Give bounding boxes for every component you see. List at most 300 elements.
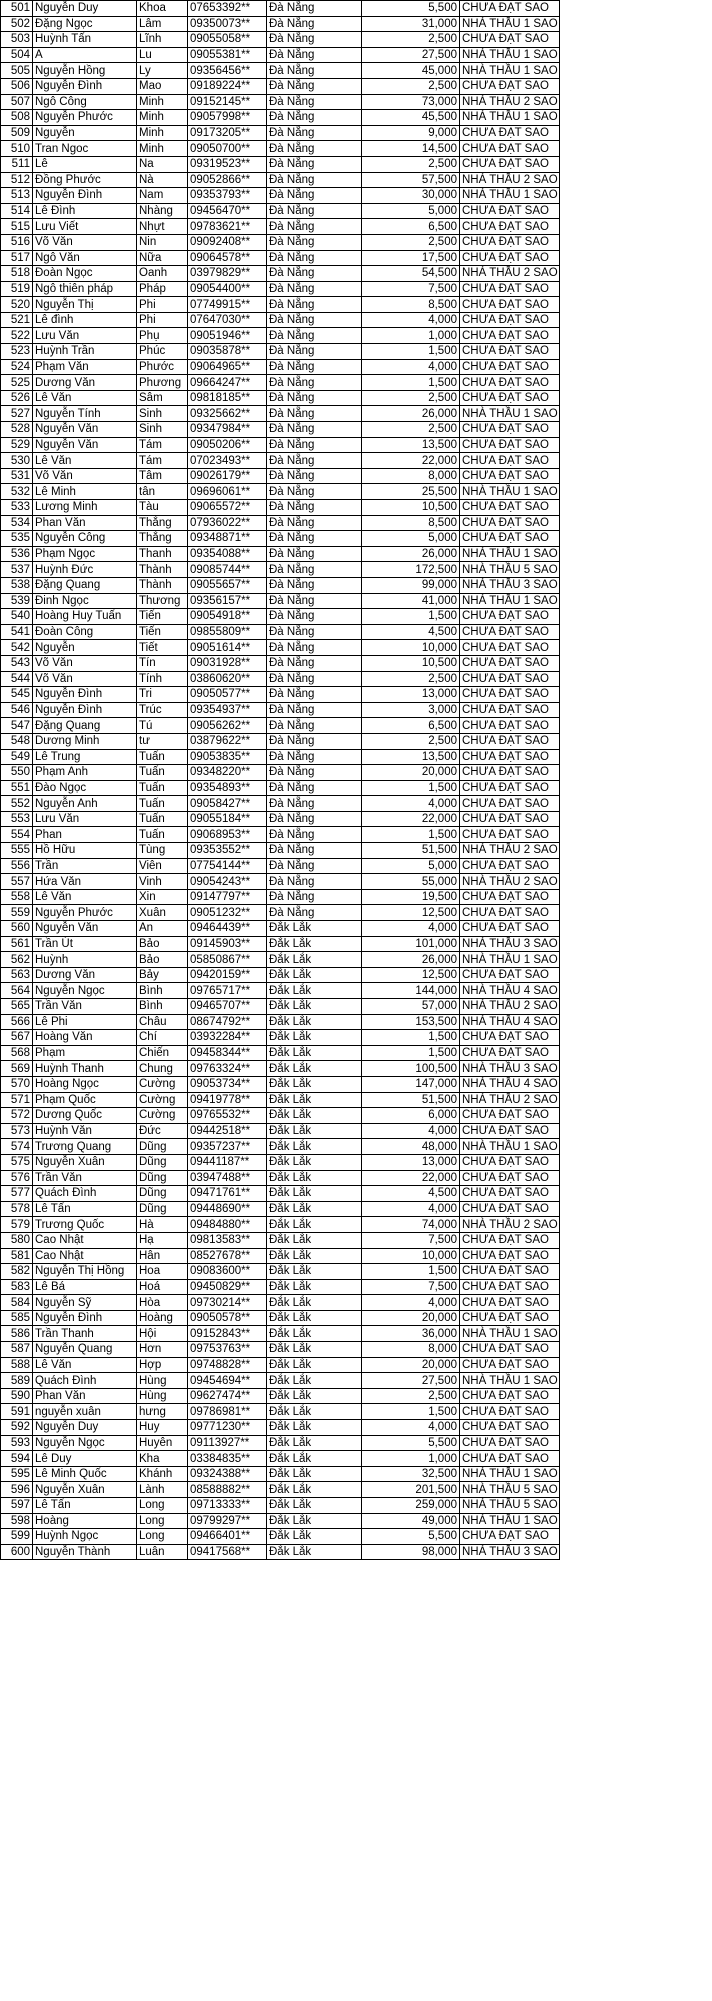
row-number-cell: 558: [1, 889, 33, 905]
surname-cell: Huỳnh: [33, 952, 137, 968]
row-number-cell: 572: [1, 1108, 33, 1124]
surname-cell: Nguyễn Thị: [33, 297, 137, 313]
province-cell: Đắk Lắk: [267, 1435, 362, 1451]
table-row: [1, 1544, 560, 1560]
surname-cell: Lê Văn: [33, 889, 137, 905]
amount-cell: 73,000: [362, 94, 460, 110]
given-name-cell: Dũng: [137, 1170, 188, 1186]
province-cell: Đắk Lắk: [267, 1092, 362, 1108]
province-cell: Đắk Lắk: [267, 1310, 362, 1326]
province-cell: Đà Nẵng: [267, 406, 362, 422]
rank-cell: CHƯA ĐẠT SAO: [460, 687, 560, 703]
table-row: [1, 156, 560, 172]
province-cell: Đà Nẵng: [267, 1, 362, 17]
surname-cell: Phan: [33, 827, 137, 843]
surname-cell: Nguyễn Đình: [33, 78, 137, 94]
amount-cell: 1,500: [362, 375, 460, 391]
amount-cell: 8,500: [362, 297, 460, 313]
amount-cell: 10,500: [362, 655, 460, 671]
phone-cell: 08588882**: [188, 1482, 267, 1498]
rank-cell: CHƯA ĐẠT SAO: [460, 1342, 560, 1358]
province-cell: Đà Nẵng: [267, 484, 362, 500]
amount-cell: 101,000: [362, 936, 460, 952]
amount-cell: 100,500: [362, 1061, 460, 1077]
surname-cell: Võ Văn: [33, 234, 137, 250]
phone-cell: 09031928**: [188, 655, 267, 671]
province-cell: Đà Nẵng: [267, 172, 362, 188]
phone-cell: 09145903**: [188, 936, 267, 952]
given-name-cell: Tuấn: [137, 749, 188, 765]
amount-cell: 1,500: [362, 1404, 460, 1420]
given-name-cell: Phúc: [137, 344, 188, 360]
amount-cell: 153,500: [362, 1014, 460, 1030]
surname-cell: Lương Minh: [33, 500, 137, 516]
row-number-cell: 548: [1, 733, 33, 749]
phone-cell: 09324388**: [188, 1466, 267, 1482]
province-cell: Đà Nẵng: [267, 375, 362, 391]
rank-cell: NHÀ THẦU 1 SAO: [460, 188, 560, 204]
table-row: [1, 1139, 560, 1155]
rank-cell: CHƯA ĐẠT SAO: [460, 234, 560, 250]
given-name-cell: Lu: [137, 47, 188, 63]
table-row: [1, 874, 560, 890]
phone-cell: 09799297**: [188, 1513, 267, 1529]
province-cell: Đà Nẵng: [267, 390, 362, 406]
surname-cell: Nguyễn Văn: [33, 437, 137, 453]
rank-cell: CHƯA ĐẠT SAO: [460, 297, 560, 313]
given-name-cell: Đức: [137, 1123, 188, 1139]
row-number-cell: 502: [1, 16, 33, 32]
province-cell: Đà Nẵng: [267, 874, 362, 890]
row-number-cell: 552: [1, 796, 33, 812]
amount-cell: 2,500: [362, 1388, 460, 1404]
province-cell: Đắk Lắk: [267, 1201, 362, 1217]
row-number-cell: 586: [1, 1326, 33, 1342]
rank-cell: CHƯA ĐẠT SAO: [460, 375, 560, 391]
row-number-cell: 580: [1, 1232, 33, 1248]
phone-cell: 09456470**: [188, 203, 267, 219]
amount-cell: 4,000: [362, 359, 460, 375]
amount-cell: 8,000: [362, 468, 460, 484]
table-row: [1, 406, 560, 422]
rank-cell: NHÀ THẦU 1 SAO: [460, 47, 560, 63]
row-number-cell: 578: [1, 1201, 33, 1217]
rank-cell: CHƯA ĐẠT SAO: [460, 889, 560, 905]
phone-cell: 09471761**: [188, 1186, 267, 1202]
rank-cell: NHÀ THẦU 1 SAO: [460, 1513, 560, 1529]
phone-cell: 09055058**: [188, 32, 267, 48]
province-cell: Đà Nẵng: [267, 63, 362, 79]
province-cell: Đà Nẵng: [267, 765, 362, 781]
surname-cell: Đoàn Ngọc: [33, 266, 137, 282]
phone-cell: 09347984**: [188, 422, 267, 438]
amount-cell: 6,000: [362, 1108, 460, 1124]
phone-cell: 03932284**: [188, 1030, 267, 1046]
province-cell: Đà Nẵng: [267, 344, 362, 360]
province-cell: Đà Nẵng: [267, 858, 362, 874]
province-cell: Đà Nẵng: [267, 827, 362, 843]
phone-cell: 09730214**: [188, 1295, 267, 1311]
table-row: [1, 390, 560, 406]
amount-cell: 8,500: [362, 515, 460, 531]
province-cell: Đà Nẵng: [267, 422, 362, 438]
province-cell: Đắk Lắk: [267, 1170, 362, 1186]
surname-cell: Phạm Văn: [33, 359, 137, 375]
amount-cell: 1,500: [362, 1045, 460, 1061]
given-name-cell: Cường: [137, 1108, 188, 1124]
given-name-cell: Hơn: [137, 1342, 188, 1358]
given-name-cell: Nà: [137, 172, 188, 188]
rank-cell: CHƯA ĐẠT SAO: [460, 78, 560, 94]
rank-cell: NHÀ THẦU 5 SAO: [460, 1498, 560, 1514]
amount-cell: 20,000: [362, 765, 460, 781]
amount-cell: 30,000: [362, 188, 460, 204]
given-name-cell: Mao: [137, 78, 188, 94]
rank-cell: CHƯA ĐẠT SAO: [460, 250, 560, 266]
rank-cell: CHƯA ĐẠT SAO: [460, 453, 560, 469]
given-name-cell: Trúc: [137, 702, 188, 718]
rank-cell: NHÀ THẦU 1 SAO: [460, 546, 560, 562]
amount-cell: 201,500: [362, 1482, 460, 1498]
phone-cell: 09353552**: [188, 843, 267, 859]
row-number-cell: 561: [1, 936, 33, 952]
rank-cell: NHÀ THẦU 1 SAO: [460, 1373, 560, 1389]
rank-cell: CHƯA ĐẠT SAO: [460, 1404, 560, 1420]
surname-cell: Lê Phi: [33, 1014, 137, 1030]
province-cell: Đắk Lắk: [267, 967, 362, 983]
province-cell: Đắk Lắk: [267, 1373, 362, 1389]
phone-cell: 09441187**: [188, 1154, 267, 1170]
rank-cell: CHƯA ĐẠT SAO: [460, 312, 560, 328]
province-cell: Đà Nẵng: [267, 515, 362, 531]
table-row: [1, 1030, 560, 1046]
rank-cell: CHƯA ĐẠT SAO: [460, 671, 560, 687]
given-name-cell: Hợp: [137, 1357, 188, 1373]
given-name-cell: Tám: [137, 437, 188, 453]
province-cell: Đà Nẵng: [267, 203, 362, 219]
table-row: [1, 422, 560, 438]
rank-cell: CHƯA ĐẠT SAO: [460, 468, 560, 484]
rank-cell: NHÀ THẦU 3 SAO: [460, 1061, 560, 1077]
row-number-cell: 562: [1, 952, 33, 968]
surname-cell: Đặng Ngọc: [33, 16, 137, 32]
given-name-cell: Dũng: [137, 1139, 188, 1155]
amount-cell: 49,000: [362, 1513, 460, 1529]
surname-cell: Nguyễn: [33, 640, 137, 656]
given-name-cell: Phương: [137, 375, 188, 391]
given-name-cell: Nhựt: [137, 219, 188, 235]
table-row: [1, 344, 560, 360]
province-cell: Đắk Lắk: [267, 1108, 362, 1124]
amount-cell: 2,500: [362, 32, 460, 48]
amount-cell: 4,000: [362, 1201, 460, 1217]
amount-cell: 10,000: [362, 1248, 460, 1264]
row-number-cell: 501: [1, 1, 33, 17]
given-name-cell: Lĩnh: [137, 32, 188, 48]
amount-cell: 25,500: [362, 484, 460, 500]
phone-cell: 09354937**: [188, 702, 267, 718]
rank-cell: CHƯA ĐẠT SAO: [460, 765, 560, 781]
row-number-cell: 597: [1, 1498, 33, 1514]
phone-cell: 09068953**: [188, 827, 267, 843]
phone-cell: 09763324**: [188, 1061, 267, 1077]
row-number-cell: 600: [1, 1544, 33, 1560]
table-row: [1, 1154, 560, 1170]
province-cell: Đắk Lắk: [267, 1404, 362, 1420]
amount-cell: 2,500: [362, 156, 460, 172]
row-number-cell: 570: [1, 1076, 33, 1092]
row-number-cell: 534: [1, 515, 33, 531]
row-number-cell: 571: [1, 1092, 33, 1108]
surname-cell: Nguyễn Phước: [33, 905, 137, 921]
given-name-cell: Long: [137, 1498, 188, 1514]
amount-cell: 4,500: [362, 624, 460, 640]
rank-cell: CHƯA ĐẠT SAO: [460, 640, 560, 656]
row-number-cell: 522: [1, 328, 33, 344]
row-number-cell: 553: [1, 811, 33, 827]
table-row: [1, 1217, 560, 1233]
table-row: [1, 733, 560, 749]
phone-cell: 09050578**: [188, 1310, 267, 1326]
amount-cell: 26,000: [362, 952, 460, 968]
rank-cell: CHƯA ĐẠT SAO: [460, 1, 560, 17]
province-cell: Đà Nẵng: [267, 219, 362, 235]
given-name-cell: Dũng: [137, 1154, 188, 1170]
table-row: [1, 811, 560, 827]
surname-cell: Hoàng: [33, 1513, 137, 1529]
table-row: [1, 359, 560, 375]
rank-cell: CHƯA ĐẠT SAO: [460, 1123, 560, 1139]
province-cell: Đà Nẵng: [267, 328, 362, 344]
given-name-cell: Oanh: [137, 266, 188, 282]
amount-cell: 1,500: [362, 1030, 460, 1046]
rank-cell: CHƯA ĐẠT SAO: [460, 1186, 560, 1202]
table-row: [1, 952, 560, 968]
surname-cell: Phan Văn: [33, 515, 137, 531]
phone-cell: 09465707**: [188, 999, 267, 1015]
surname-cell: Lưu Văn: [33, 811, 137, 827]
surname-cell: Nguyễn Văn: [33, 422, 137, 438]
rank-cell: CHƯA ĐẠT SAO: [460, 1435, 560, 1451]
rank-cell: CHƯA ĐẠT SAO: [460, 141, 560, 157]
surname-cell: Lê Minh: [33, 484, 137, 500]
surname-cell: Nguyễn Đình: [33, 702, 137, 718]
row-number-cell: 587: [1, 1342, 33, 1358]
province-cell: Đà Nẵng: [267, 687, 362, 703]
amount-cell: 20,000: [362, 1357, 460, 1373]
province-cell: Đà Nẵng: [267, 718, 362, 734]
table-row: [1, 999, 560, 1015]
amount-cell: 13,500: [362, 437, 460, 453]
row-number-cell: 599: [1, 1529, 33, 1545]
rank-cell: CHƯA ĐẠT SAO: [460, 359, 560, 375]
amount-cell: 51,500: [362, 843, 460, 859]
amount-cell: 4,000: [362, 1123, 460, 1139]
amount-cell: 14,500: [362, 141, 460, 157]
table-row: [1, 609, 560, 625]
row-number-cell: 505: [1, 63, 33, 79]
rank-cell: CHƯA ĐẠT SAO: [460, 219, 560, 235]
row-number-cell: 579: [1, 1217, 33, 1233]
rank-cell: CHƯA ĐẠT SAO: [460, 1295, 560, 1311]
rank-cell: NHÀ THẦU 5 SAO: [460, 1482, 560, 1498]
surname-cell: Ngô Văn: [33, 250, 137, 266]
row-number-cell: 520: [1, 297, 33, 313]
table-row: [1, 297, 560, 313]
given-name-cell: tân: [137, 484, 188, 500]
row-number-cell: 517: [1, 250, 33, 266]
given-name-cell: Hà: [137, 1217, 188, 1233]
table-row: [1, 655, 560, 671]
phone-cell: 09050577**: [188, 687, 267, 703]
table-row: [1, 16, 560, 32]
phone-cell: 09051946**: [188, 328, 267, 344]
rank-cell: CHƯA ĐẠT SAO: [460, 328, 560, 344]
amount-cell: 45,000: [362, 63, 460, 79]
province-cell: Đà Nẵng: [267, 671, 362, 687]
phone-cell: 09056262**: [188, 718, 267, 734]
rank-cell: CHƯA ĐẠT SAO: [460, 624, 560, 640]
amount-cell: 2,500: [362, 78, 460, 94]
phone-cell: 09058427**: [188, 796, 267, 812]
province-cell: Đắk Lắk: [267, 1186, 362, 1202]
surname-cell: Nguyễn Quang: [33, 1342, 137, 1358]
table-row: [1, 780, 560, 796]
given-name-cell: Thanh: [137, 546, 188, 562]
table-row: [1, 1357, 560, 1373]
given-name-cell: Dũng: [137, 1201, 188, 1217]
surname-cell: Dương Văn: [33, 375, 137, 391]
province-cell: Đà Nẵng: [267, 312, 362, 328]
rank-cell: NHÀ THẦU 1 SAO: [460, 406, 560, 422]
rank-cell: CHƯA ĐẠT SAO: [460, 921, 560, 937]
phone-cell: 09454694**: [188, 1373, 267, 1389]
table-row: [1, 1482, 560, 1498]
phone-cell: 09147797**: [188, 889, 267, 905]
row-number-cell: 541: [1, 624, 33, 640]
amount-cell: 20,000: [362, 1310, 460, 1326]
province-cell: Đà Nẵng: [267, 297, 362, 313]
given-name-cell: Minh: [137, 125, 188, 141]
surname-cell: Ngô Công: [33, 94, 137, 110]
table-row: [1, 1108, 560, 1124]
row-number-cell: 581: [1, 1248, 33, 1264]
rank-cell: NHÀ THẦU 1 SAO: [460, 1466, 560, 1482]
phone-cell: 07647030**: [188, 312, 267, 328]
amount-cell: 55,000: [362, 874, 460, 890]
surname-cell: Nguyễn Thị Hồng: [33, 1264, 137, 1280]
rank-cell: CHƯA ĐẠT SAO: [460, 500, 560, 516]
amount-cell: 3,000: [362, 702, 460, 718]
phone-cell: 09818185**: [188, 390, 267, 406]
surname-cell: Võ Văn: [33, 671, 137, 687]
given-name-cell: Tín: [137, 655, 188, 671]
given-name-cell: Lâm: [137, 16, 188, 32]
province-cell: Đà Nẵng: [267, 468, 362, 484]
surname-cell: Trần: [33, 858, 137, 874]
phone-cell: 09627474**: [188, 1388, 267, 1404]
table-row: [1, 593, 560, 609]
row-number-cell: 535: [1, 531, 33, 547]
surname-cell: Nguyễn Đình: [33, 1310, 137, 1326]
surname-cell: Ngô thiên pháp: [33, 281, 137, 297]
table-row: [1, 671, 560, 687]
phone-cell: 09786981**: [188, 1404, 267, 1420]
given-name-cell: Minh: [137, 94, 188, 110]
row-number-cell: 513: [1, 188, 33, 204]
rank-cell: CHƯA ĐẠT SAO: [460, 515, 560, 531]
amount-cell: 147,000: [362, 1076, 460, 1092]
surname-cell: Lê Văn: [33, 390, 137, 406]
province-cell: Đắk Lắk: [267, 1123, 362, 1139]
surname-cell: Phạm Ngọc: [33, 546, 137, 562]
table-row: [1, 1170, 560, 1186]
table-row: [1, 1248, 560, 1264]
amount-cell: 51,500: [362, 1092, 460, 1108]
phone-cell: 09713333**: [188, 1498, 267, 1514]
table-row: [1, 1498, 560, 1514]
given-name-cell: Tuấn: [137, 811, 188, 827]
province-cell: Đà Nẵng: [267, 609, 362, 625]
row-number-cell: 549: [1, 749, 33, 765]
row-number-cell: 563: [1, 967, 33, 983]
table-row: [1, 1, 560, 17]
phone-cell: 09113927**: [188, 1435, 267, 1451]
table-row: [1, 188, 560, 204]
given-name-cell: Tâm: [137, 468, 188, 484]
table-row: [1, 1435, 560, 1451]
table-row: [1, 1451, 560, 1467]
rank-cell: NHÀ THẦU 2 SAO: [460, 843, 560, 859]
phone-cell: 09083600**: [188, 1264, 267, 1280]
amount-cell: 41,000: [362, 593, 460, 609]
given-name-cell: Thành: [137, 577, 188, 593]
table-row: [1, 765, 560, 781]
rank-cell: CHƯA ĐẠT SAO: [460, 1529, 560, 1545]
table-row: [1, 125, 560, 141]
given-name-cell: Bảy: [137, 967, 188, 983]
phone-cell: 09085744**: [188, 562, 267, 578]
surname-cell: Lê Duy: [33, 1451, 137, 1467]
given-name-cell: Hùng: [137, 1373, 188, 1389]
table-row: [1, 546, 560, 562]
amount-cell: 48,000: [362, 1139, 460, 1155]
table-row: [1, 78, 560, 94]
phone-cell: 09052866**: [188, 172, 267, 188]
province-cell: Đà Nẵng: [267, 624, 362, 640]
amount-cell: 19,500: [362, 889, 460, 905]
surname-cell: Hồ Hữu: [33, 843, 137, 859]
row-number-cell: 591: [1, 1404, 33, 1420]
row-number-cell: 589: [1, 1373, 33, 1389]
surname-cell: Cao Nhật: [33, 1248, 137, 1264]
row-number-cell: 595: [1, 1466, 33, 1482]
amount-cell: 9,000: [362, 125, 460, 141]
phone-cell: 09092408**: [188, 234, 267, 250]
province-cell: Đà Nẵng: [267, 47, 362, 63]
amount-cell: 7,500: [362, 1232, 460, 1248]
province-cell: Đà Nẵng: [267, 577, 362, 593]
amount-cell: 4,000: [362, 796, 460, 812]
given-name-cell: Nhàng: [137, 203, 188, 219]
province-cell: Đắk Lắk: [267, 936, 362, 952]
rank-cell: CHƯA ĐẠT SAO: [460, 203, 560, 219]
province-cell: Đà Nẵng: [267, 453, 362, 469]
table-row: [1, 562, 560, 578]
given-name-cell: Khoa: [137, 1, 188, 17]
surname-cell: Lê Tấn: [33, 1201, 137, 1217]
province-cell: Đà Nẵng: [267, 125, 362, 141]
